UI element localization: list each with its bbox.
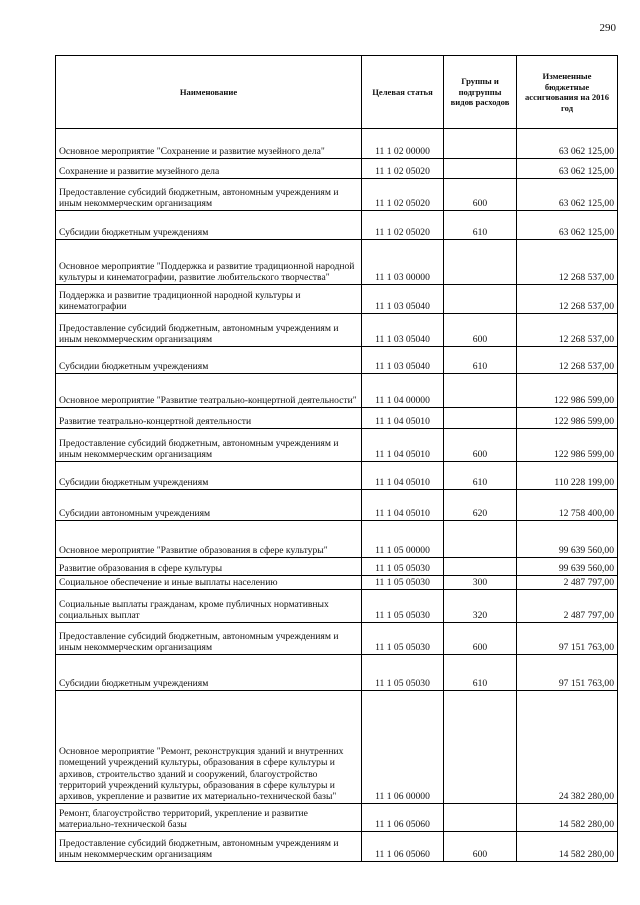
- table-row: [56, 462, 618, 490]
- table-row: [56, 374, 618, 408]
- table-header-row: [56, 56, 618, 129]
- cell-amount: 99 639 560,00: [517, 521, 618, 558]
- cell-name: Сохранение и развитие музейного дела: [56, 159, 362, 179]
- cell-name: Ремонт, благоустройство территорий, укрепление и развитие материально-технической базы: [56, 804, 362, 832]
- cell-name: Субсидии бюджетным учреждениям: [56, 211, 362, 240]
- cell-target: 11 1 02 05020: [362, 159, 444, 179]
- cell-group: [444, 374, 517, 408]
- table-row: [56, 623, 618, 655]
- cell-group: [444, 804, 517, 832]
- cell-amount: 12 268 537,00: [517, 314, 618, 347]
- cell-amount: 14 582 280,00: [517, 832, 618, 862]
- cell-group: 600: [444, 429, 517, 462]
- cell-amount: 24 382 280,00: [517, 691, 618, 804]
- cell-target: 11 1 06 05060: [362, 804, 444, 832]
- cell-name: Предоставление субсидий бюджетным, автономным учреждениям и иным некоммерческим организациям: [56, 429, 362, 462]
- cell-target: 11 1 04 05010: [362, 429, 444, 462]
- cell-name: Основное мероприятие "Развитие образования в сфере культуры": [56, 521, 362, 558]
- cell-target: 11 1 04 05010: [362, 490, 444, 521]
- cell-target: 11 1 05 05030: [362, 558, 444, 576]
- cell-target: 11 1 03 05040: [362, 285, 444, 314]
- cell-group: [444, 129, 517, 159]
- cell-target: 11 1 02 05020: [362, 211, 444, 240]
- cell-target: 11 1 02 05020: [362, 179, 444, 211]
- table-row: [56, 347, 618, 374]
- cell-group: 600: [444, 623, 517, 655]
- cell-name: Развитие образования в сфере культуры: [56, 558, 362, 576]
- table-row: [56, 240, 618, 285]
- cell-amount: 2 487 797,00: [517, 576, 618, 590]
- header-name: Наименование: [56, 56, 362, 129]
- cell-amount: 14 582 280,00: [517, 804, 618, 832]
- table-row: [56, 804, 618, 832]
- cell-name: Субсидии бюджетным учреждениям: [56, 347, 362, 374]
- cell-name: Основное мероприятие "Сохранение и развитие музейного дела": [56, 129, 362, 159]
- table-row: [56, 521, 618, 558]
- cell-group: 610: [444, 655, 517, 691]
- cell-amount: 97 151 763,00: [517, 623, 618, 655]
- cell-group: 320: [444, 590, 517, 623]
- cell-target: 11 1 02 00000: [362, 129, 444, 159]
- cell-target: 11 1 05 05030: [362, 576, 444, 590]
- cell-target: 11 1 04 00000: [362, 374, 444, 408]
- cell-target: 11 1 05 05030: [362, 655, 444, 691]
- cell-name: Субсидии автономным учреждениям: [56, 490, 362, 521]
- cell-name: Предоставление субсидий бюджетным, автономным учреждениям и иным некоммерческим организациям: [56, 832, 362, 862]
- table-row: [56, 590, 618, 623]
- cell-group: 610: [444, 462, 517, 490]
- cell-amount: 12 758 400,00: [517, 490, 618, 521]
- table-row: [56, 558, 618, 576]
- cell-name: Субсидии бюджетным учреждениям: [56, 462, 362, 490]
- table-row: [56, 429, 618, 462]
- cell-name: Предоставление субсидий бюджетным, автономным учреждениям и иным некоммерческим организациям: [56, 179, 362, 211]
- cell-name: Предоставление субсидий бюджетным, автономным учреждениям и иным некоммерческим организациям: [56, 314, 362, 347]
- cell-group: [444, 691, 517, 804]
- cell-group: [444, 240, 517, 285]
- cell-target: 11 1 04 05010: [362, 462, 444, 490]
- cell-name: Основное мероприятие "Развитие театрально-концертной деятельности": [56, 374, 362, 408]
- cell-amount: 122 986 599,00: [517, 408, 618, 429]
- page-number: 290: [599, 22, 616, 34]
- cell-name: Развитие театрально-концертной деятельности: [56, 408, 362, 429]
- cell-group: 600: [444, 832, 517, 862]
- cell-amount: 12 268 537,00: [517, 240, 618, 285]
- cell-group: [444, 408, 517, 429]
- cell-amount: 12 268 537,00: [517, 285, 618, 314]
- cell-group: 620: [444, 490, 517, 521]
- cell-group: 300: [444, 576, 517, 590]
- table-row: [56, 285, 618, 314]
- header-target: Целевая статья: [362, 56, 444, 129]
- cell-amount: 12 268 537,00: [517, 347, 618, 374]
- cell-group: [444, 521, 517, 558]
- cell-name: Предоставление субсидий бюджетным, автономным учреждениям и иным некоммерческим организациям: [56, 623, 362, 655]
- table-row: [56, 490, 618, 521]
- cell-amount: 63 062 125,00: [517, 211, 618, 240]
- cell-name: Основное мероприятие "Ремонт, реконструкция зданий и внутренних помещений учреждений культуры, образования в сфере культуры и архивов, строительство зданий и сооружений, благоустройство территорий учреждений культуры, образования в сфере культуры и архивов, укрепление и развитие их материально-технической базы": [56, 691, 362, 804]
- cell-amount: 110 228 199,00: [517, 462, 618, 490]
- table-row: [56, 179, 618, 211]
- cell-target: 11 1 05 05030: [362, 623, 444, 655]
- cell-group: [444, 558, 517, 576]
- cell-amount: 2 487 797,00: [517, 590, 618, 623]
- table-row: [56, 691, 618, 804]
- cell-name: Основное мероприятие "Поддержка и развитие традиционной народной культуры и кинематографии, развитие любительского творчества": [56, 240, 362, 285]
- cell-target: 11 1 06 05060: [362, 832, 444, 862]
- cell-amount: 122 986 599,00: [517, 374, 618, 408]
- table-row: [56, 314, 618, 347]
- cell-amount: 63 062 125,00: [517, 179, 618, 211]
- table-row: [56, 159, 618, 179]
- cell-amount: 99 639 560,00: [517, 558, 618, 576]
- cell-amount: 122 986 599,00: [517, 429, 618, 462]
- cell-name: Поддержка и развитие традиционной народной культуры и кинематографии: [56, 285, 362, 314]
- cell-name: Социальное обеспечение и иные выплаты населению: [56, 576, 362, 590]
- header-group: Группы и подгруппы видов расходов: [444, 56, 517, 129]
- cell-group: [444, 159, 517, 179]
- cell-amount: 63 062 125,00: [517, 159, 618, 179]
- cell-group: 610: [444, 347, 517, 374]
- table-row: [56, 211, 618, 240]
- table-row: [56, 129, 618, 159]
- cell-group: 610: [444, 211, 517, 240]
- cell-target: 11 1 03 00000: [362, 240, 444, 285]
- cell-target: 11 1 03 05040: [362, 347, 444, 374]
- cell-amount: 97 151 763,00: [517, 655, 618, 691]
- table-row: [56, 655, 618, 691]
- table-row: [56, 832, 618, 862]
- cell-target: 11 1 03 05040: [362, 314, 444, 347]
- cell-group: [444, 285, 517, 314]
- cell-name: Социальные выплаты гражданам, кроме публичных нормативных социальных выплат: [56, 590, 362, 623]
- header-amount: Измененные бюджетные ассигнования на 2016 год: [517, 56, 618, 129]
- cell-target: 11 1 04 05010: [362, 408, 444, 429]
- cell-group: 600: [444, 314, 517, 347]
- table-row: [56, 576, 618, 590]
- cell-group: 600: [444, 179, 517, 211]
- budget-table: [55, 55, 618, 862]
- cell-target: 11 1 05 00000: [362, 521, 444, 558]
- cell-amount: 63 062 125,00: [517, 129, 618, 159]
- cell-target: 11 1 05 05030: [362, 590, 444, 623]
- cell-name: Субсидии бюджетным учреждениям: [56, 655, 362, 691]
- cell-target: 11 1 06 00000: [362, 691, 444, 804]
- table-row: [56, 408, 618, 429]
